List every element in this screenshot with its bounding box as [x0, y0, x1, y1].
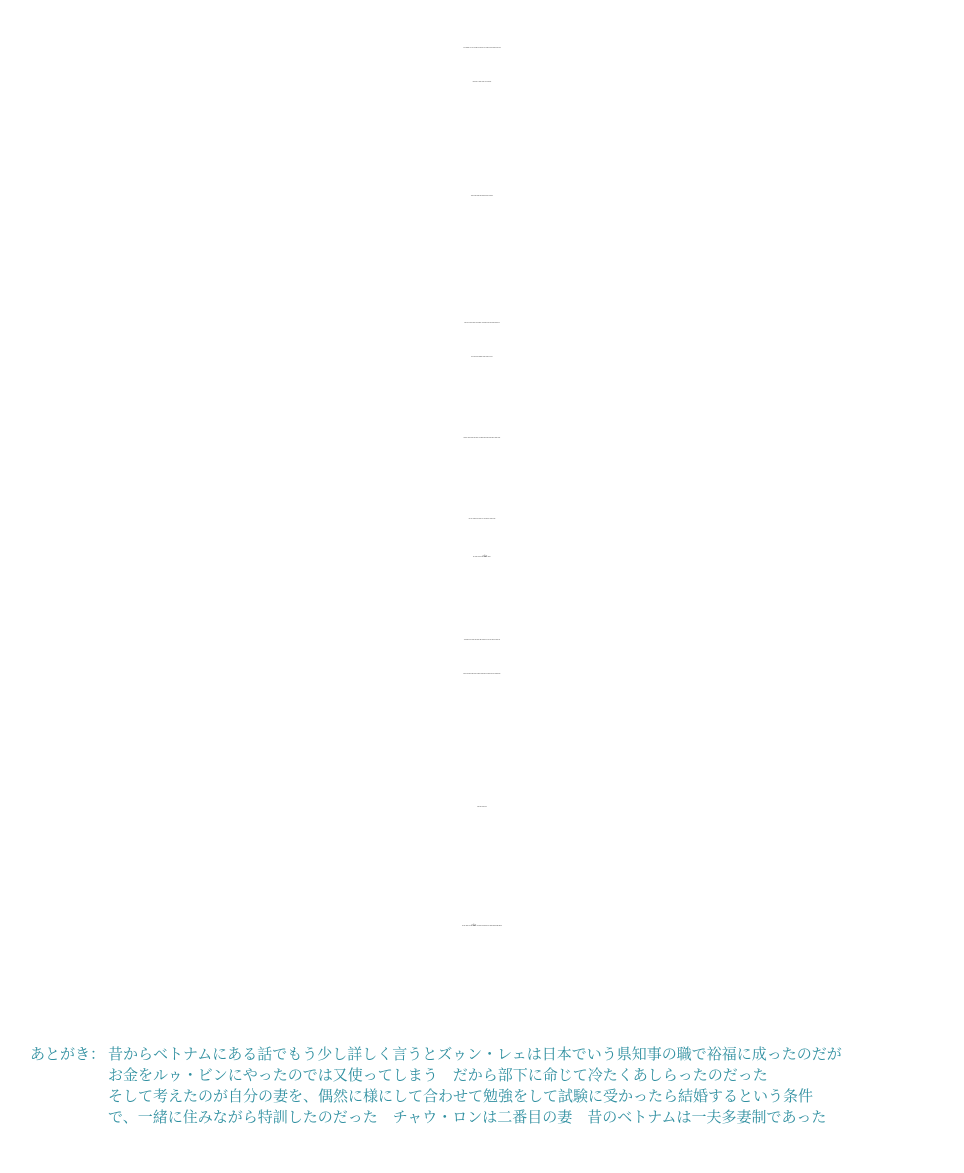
vocabulary-gloss — [0, 457, 964, 473]
vietnamese-sentence: đóng kín, Châu Long đã biệt tăm. — [472, 82, 492, 83]
sentence-part-italic: của — [470, 923, 477, 927]
vocabulary-gloss — [0, 578, 964, 594]
japanese-translation — [0, 960, 964, 982]
vietnamese-sentence: Nhưng, vừa bước vào nhà, Lưu Bình sững sờ nhìn thấy Châu Long. — [463, 438, 501, 439]
header-japanese — [0, 2, 964, 24]
vocabulary-gloss — [0, 215, 964, 231]
japanese-translation — [0, 233, 964, 255]
vietnamese-sentence — [0, 908, 964, 944]
japanese-translation — [0, 133, 964, 155]
japanese-translation — [0, 400, 964, 422]
sentence-part-italic: của — [481, 554, 488, 558]
afterword-line: で、一緒に住みながら特訓したのだった チャウ・ロンは二番目の妻 昔のベトナムは一夫多妻制であった — [108, 1108, 827, 1126]
japanese-translation — [0, 763, 964, 785]
vietnamese-sentence: Anh ngậm ngùi và thương nhớ vô vùng. — [470, 196, 494, 197]
vietnamese-sentence — [0, 539, 964, 575]
vietnamese-sentence: Sau khi ra làm quan, một hôm, Lưu Bình ghé đến nhà Dương Lễ — [464, 323, 500, 324]
afterword-line: あとがき： 昔からベトナムにある話でもう少し詳しく言うとズゥン・レェは日本でいう県知事の職で裕福に成ったのだが — [30, 1045, 842, 1063]
vocabulary-gloss — [0, 382, 964, 398]
afterword-line: そして考えたのが自分の妻を、偶然に様にして合わせて勉強をして試験に受かったら結婚するという条件 — [108, 1087, 814, 1105]
vietnamese-sentence: khích chí mình rồi nhờ vợ thay mặt giúp đỡ mình ăn học thành tài. — [463, 674, 501, 675]
vocabulary-gloss — [0, 110, 964, 126]
vietnamese-sentence: Lưu Bình hiểu ngay là trước đây Dương Lễ chỉ giả vờ xua đuổi để — [463, 640, 501, 641]
afterword-line: お金をルゥ・ビンにやったのでは又使ってしまう だから部下に命じて冷たくあしらったのだった — [108, 1066, 768, 1084]
vietnamese-sentence: Anh mừng rỡ, vội về nhà để báo tin cho Châu Long nhưng cửa nhà — [463, 48, 501, 49]
vocabulary-gloss — [0, 942, 964, 958]
afterword — [30, 1044, 950, 1128]
vocabulary-gloss — [0, 716, 964, 732]
afterword-label: あとがき： — [30, 1045, 106, 1063]
japanese-translation — [0, 845, 964, 867]
vocabulary-gloss — [0, 698, 964, 714]
japanese-translation — [0, 155, 964, 177]
sentence-part: mình. — [487, 557, 491, 558]
japanese-translation — [0, 741, 964, 763]
sentence-part: Từ đó, tình bạn — [461, 926, 471, 927]
vietnamese-sentence: Lúc ấy, Dương Lễ bước ra, giới thiệu Châu Long — [468, 519, 496, 520]
japanese-translation — [0, 596, 964, 618]
japanese-translation — [0, 475, 964, 497]
vietnamese-sentence: định để trách mắng người bạn bội bạc. — [471, 357, 493, 358]
vocabulary-gloss — [0, 827, 964, 843]
sentence-part: Lưu Bình Và Dương Lễ càng thêm thắm thiết. — [476, 926, 503, 927]
vietnamese-sentence: Anh rất cảm kích. — [477, 807, 487, 808]
sentence-part: là người vợ thứ — [473, 557, 482, 558]
